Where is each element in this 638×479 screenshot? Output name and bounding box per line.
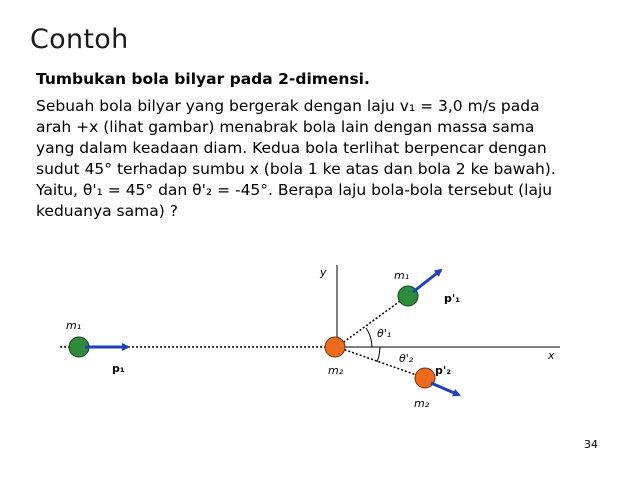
text-line: Yaitu, θ'₁ = 45° dan θ'₂ = -45°. Berapa laju bola-bola tersebut (laju — [36, 181, 553, 199]
slide-subtitle: Tumbukan bola bilyar pada 2-dimensi. — [36, 70, 370, 88]
path-ball-1 — [337, 296, 407, 347]
angle-label-theta2: θ'₂ — [399, 352, 414, 365]
mass-label-m2: m₂ — [328, 364, 344, 377]
angle-arc-theta1 — [366, 328, 372, 347]
momentum-label-p1-final: p'₁ — [444, 292, 461, 305]
momentum-arrow-p1-final — [413, 270, 441, 292]
momentum-arrow-p2-final — [431, 383, 459, 395]
mass-label-m1: m₁ — [66, 319, 82, 332]
mass-label-m2-final: m₂ — [414, 397, 430, 410]
x-axis-label: x — [548, 349, 555, 362]
slide-title: Contoh — [30, 24, 129, 55]
y-axis-label: y — [320, 266, 327, 279]
ball-2-initial — [325, 337, 345, 357]
text-line: keduanya sama) ? — [36, 202, 178, 220]
text-line: sudut 45° terhadap sumbu x (bola 1 ke atas dan bola 2 ke bawah). — [36, 160, 556, 178]
angle-arc-theta2 — [377, 347, 380, 362]
momentum-label-p2-final: p'₂ — [435, 364, 452, 377]
mass-label-m1-final: m₁ — [394, 269, 410, 282]
text-line: arah +x (lihat gambar) menabrak bola lain dengan massa sama — [36, 118, 535, 136]
text-line: yang dalam keadaan diam. Kedua bola terlihat berpencar dengan — [36, 139, 547, 157]
text-line: Sebuah bola bilyar yang bergerak dengan laju v₁ = 3,0 m/s pada — [36, 97, 540, 115]
page-number: 34 — [584, 438, 598, 451]
angle-label-theta1: θ'₁ — [377, 327, 392, 340]
momentum-label-p1: p₁ — [112, 362, 125, 375]
